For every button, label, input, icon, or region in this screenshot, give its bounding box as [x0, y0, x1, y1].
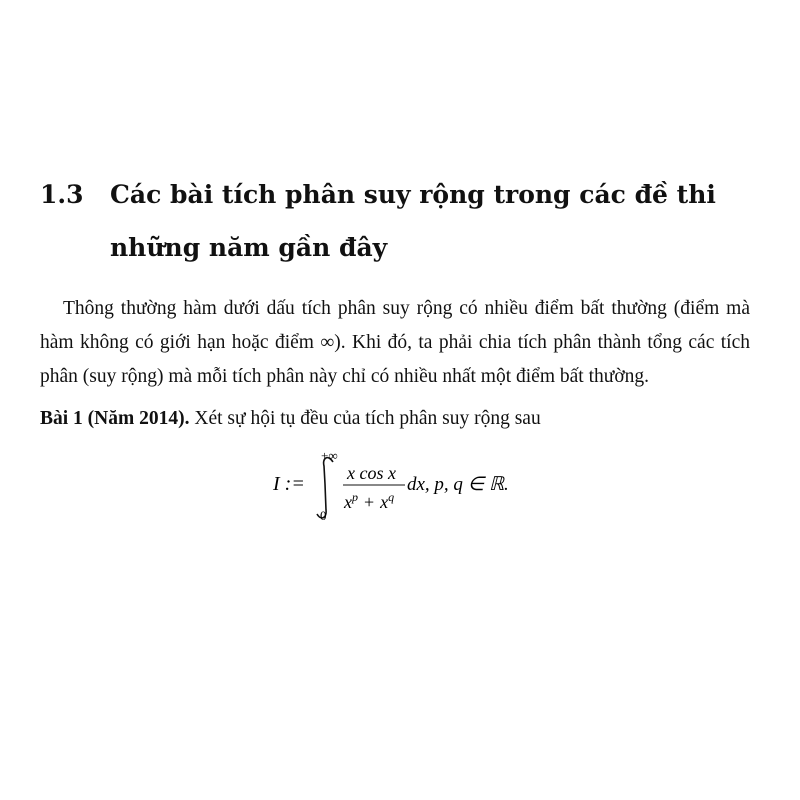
integral-formula: [0, 448, 800, 528]
problem-text: Xét sự hội tụ đều của tích phân suy rộng sau: [194, 408, 541, 429]
denominator-exp1: p: [352, 490, 358, 504]
denominator-base1: x: [344, 492, 352, 512]
denominator-plus: +: [364, 492, 375, 512]
section-number: 1.3: [40, 180, 84, 209]
upper-limit: +∞: [321, 448, 338, 463]
problem-statement: [40, 404, 750, 434]
intro-paragraph: Thông thường hàm dưới dấu tích phân suy rộng có nhiều điểm bất thường (điểm mà hàm không có giới hạn hoặc điểm ∞). Khi đó, ta phải chia tích phân thành tổng các tích phân (suy rộng) mà mỗi tích phân này chỉ có nhiều nhất một điểm bất thường.: [40, 298, 750, 387]
lower-limit: 0: [320, 508, 327, 523]
section-title: Các bài tích phân suy rộng trong các đề thi những năm gần đây: [110, 180, 716, 262]
denominator-base2: x: [380, 492, 389, 512]
numerator: x cos x: [347, 463, 396, 483]
denominator: [343, 490, 394, 512]
problem-label: Bài 1 (Năm 2014).: [40, 408, 190, 429]
formula-lhs: I :=: [273, 473, 305, 495]
denominator-exp2: q: [388, 490, 395, 504]
formula-tail: dx, p, q ∈ ℝ.: [407, 474, 509, 495]
